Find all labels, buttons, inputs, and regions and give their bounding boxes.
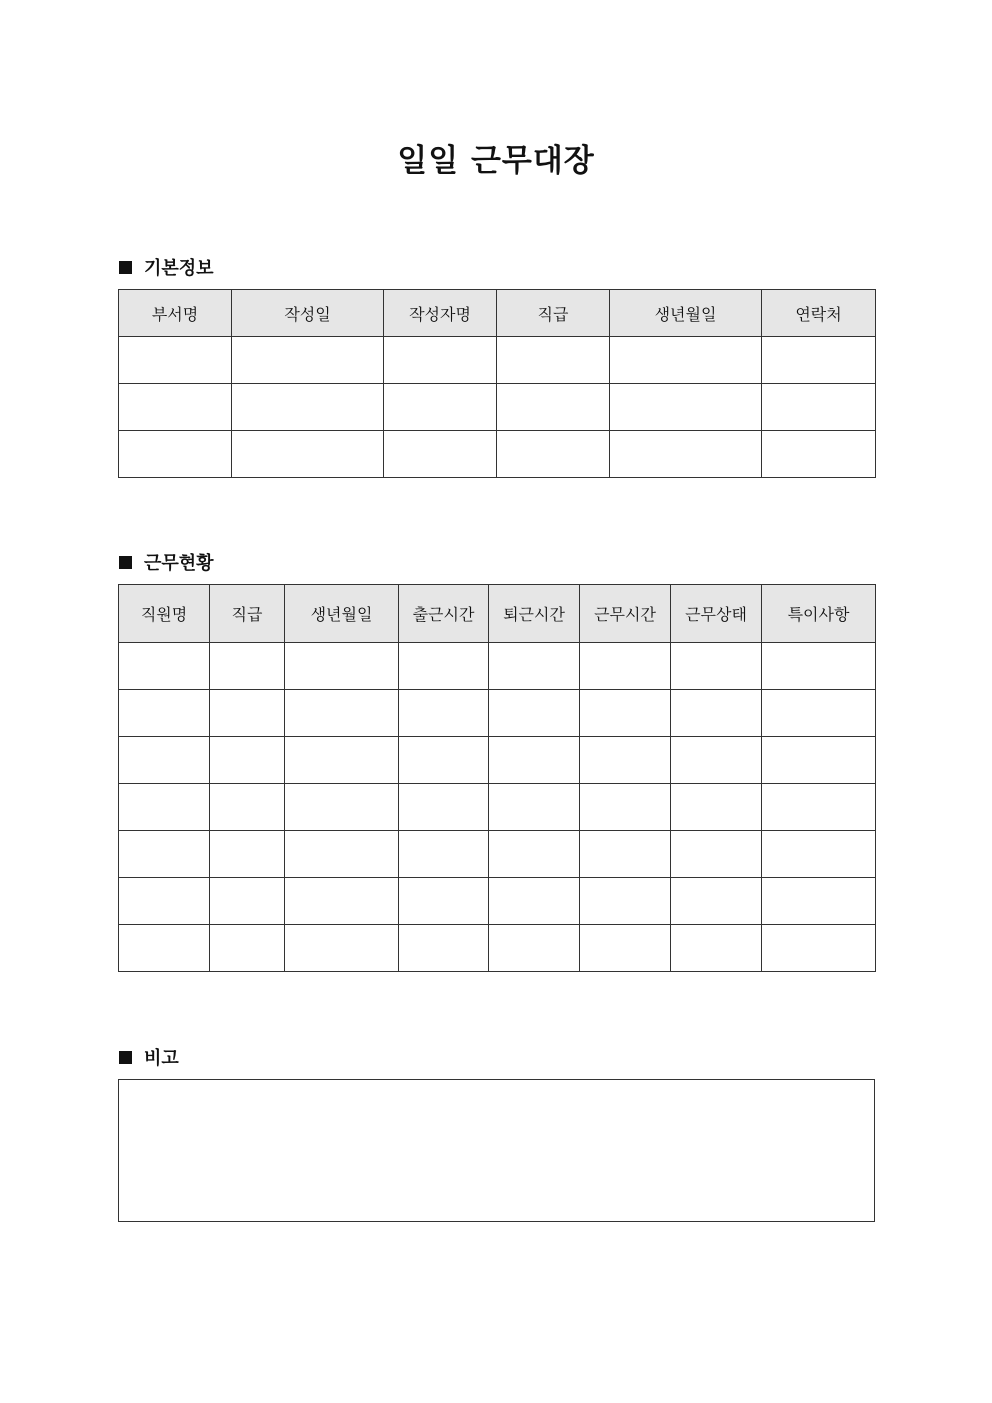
column-header-date: 작성일 — [232, 290, 384, 337]
table-cell[interactable] — [285, 690, 399, 737]
column-header-contact: 연락처 — [762, 290, 876, 337]
table-cell[interactable] — [210, 925, 285, 972]
column-header-work-state: 근무상태 — [671, 585, 762, 643]
table-row — [119, 831, 876, 878]
work-status-heading — [119, 549, 214, 575]
column-header-position: 직급 — [210, 585, 285, 643]
table-cell[interactable] — [762, 643, 876, 690]
column-header-clock-in: 출근시간 — [399, 585, 489, 643]
table-cell[interactable] — [489, 690, 580, 737]
table-cell[interactable] — [580, 831, 671, 878]
remarks-heading — [119, 1044, 179, 1070]
table-cell[interactable] — [399, 643, 489, 690]
column-header-birthdate: 생년월일 — [285, 585, 399, 643]
table-cell[interactable] — [671, 737, 762, 784]
table-cell[interactable] — [610, 337, 762, 384]
table-header-row — [119, 585, 876, 643]
table-cell[interactable] — [580, 737, 671, 784]
table-cell[interactable] — [610, 384, 762, 431]
remarks-heading-label: 비고 — [144, 1048, 179, 1069]
column-header-notes: 특이사항 — [762, 585, 876, 643]
table-cell[interactable] — [489, 784, 580, 831]
table-cell[interactable] — [762, 337, 876, 384]
table-cell[interactable] — [489, 878, 580, 925]
table-cell[interactable] — [671, 878, 762, 925]
table-row — [119, 737, 876, 784]
table-cell[interactable] — [762, 925, 876, 972]
table-cell[interactable] — [762, 384, 876, 431]
table-cell[interactable] — [285, 737, 399, 784]
table-cell[interactable] — [399, 690, 489, 737]
table-cell[interactable] — [399, 925, 489, 972]
column-header-work-hours: 근무시간 — [580, 585, 671, 643]
table-cell[interactable] — [285, 784, 399, 831]
table-cell[interactable] — [384, 431, 497, 478]
table-row — [119, 337, 876, 384]
table-cell[interactable] — [399, 878, 489, 925]
table-cell[interactable] — [119, 643, 210, 690]
table-cell[interactable] — [610, 431, 762, 478]
table-cell[interactable] — [285, 878, 399, 925]
table-cell[interactable] — [384, 337, 497, 384]
table-cell[interactable] — [489, 643, 580, 690]
square-bullet-icon — [119, 261, 132, 274]
table-row — [119, 878, 876, 925]
table-cell[interactable] — [489, 737, 580, 784]
table-cell[interactable] — [580, 643, 671, 690]
work-status-heading-label: 근무현황 — [144, 553, 214, 574]
table-cell[interactable] — [497, 384, 610, 431]
table-cell[interactable] — [210, 643, 285, 690]
column-header-birthdate: 생년월일 — [610, 290, 762, 337]
table-cell[interactable] — [762, 784, 876, 831]
square-bullet-icon — [119, 556, 132, 569]
table-cell[interactable] — [119, 925, 210, 972]
table-cell[interactable] — [210, 690, 285, 737]
table-cell[interactable] — [762, 690, 876, 737]
table-cell[interactable] — [580, 690, 671, 737]
table-cell[interactable] — [580, 925, 671, 972]
table-cell[interactable] — [762, 878, 876, 925]
table-cell[interactable] — [119, 690, 210, 737]
square-bullet-icon — [119, 1051, 132, 1064]
table-row — [119, 690, 876, 737]
table-cell[interactable] — [119, 337, 232, 384]
table-cell[interactable] — [384, 384, 497, 431]
table-cell[interactable] — [285, 925, 399, 972]
table-row — [119, 925, 876, 972]
table-cell[interactable] — [580, 878, 671, 925]
remarks-box[interactable] — [118, 1079, 875, 1222]
table-cell[interactable] — [285, 643, 399, 690]
table-cell[interactable] — [497, 431, 610, 478]
table-cell[interactable] — [762, 431, 876, 478]
table-cell[interactable] — [232, 337, 384, 384]
table-cell[interactable] — [232, 384, 384, 431]
table-row — [119, 643, 876, 690]
basic-info-heading — [119, 254, 214, 280]
table-header-row — [119, 290, 876, 337]
table-row — [119, 431, 876, 478]
table-cell[interactable] — [399, 831, 489, 878]
table-cell[interactable] — [210, 878, 285, 925]
table-cell[interactable] — [762, 737, 876, 784]
table-cell[interactable] — [497, 337, 610, 384]
column-header-clock-out: 퇴근시간 — [489, 585, 580, 643]
table-cell[interactable] — [762, 831, 876, 878]
table-cell[interactable] — [119, 878, 210, 925]
column-header-department: 부서명 — [119, 290, 232, 337]
table-cell[interactable] — [399, 737, 489, 784]
table-cell[interactable] — [119, 831, 210, 878]
table-cell[interactable] — [671, 831, 762, 878]
table-row — [119, 784, 876, 831]
table-cell[interactable] — [671, 784, 762, 831]
table-cell[interactable] — [671, 643, 762, 690]
table-cell[interactable] — [119, 737, 210, 784]
document-title: 일일 근무대장 — [397, 143, 595, 179]
work-status-table — [118, 584, 876, 972]
table-cell[interactable] — [210, 784, 285, 831]
basic-info-heading-label: 기본정보 — [144, 258, 214, 279]
column-header-employee-name: 직원명 — [119, 585, 210, 643]
basic-info-table — [118, 289, 876, 478]
table-cell[interactable] — [580, 784, 671, 831]
table-cell[interactable] — [119, 784, 210, 831]
table-cell[interactable] — [489, 831, 580, 878]
table-cell[interactable] — [671, 925, 762, 972]
table-cell[interactable] — [399, 784, 489, 831]
table-cell[interactable] — [671, 690, 762, 737]
table-cell[interactable] — [489, 925, 580, 972]
table-cell[interactable] — [210, 737, 285, 784]
table-cell[interactable] — [232, 431, 384, 478]
column-header-position: 직급 — [497, 290, 610, 337]
table-cell[interactable] — [119, 384, 232, 431]
table-row — [119, 384, 876, 431]
column-header-author: 작성자명 — [384, 290, 497, 337]
table-cell[interactable] — [210, 831, 285, 878]
table-cell[interactable] — [285, 831, 399, 878]
table-cell[interactable] — [119, 431, 232, 478]
